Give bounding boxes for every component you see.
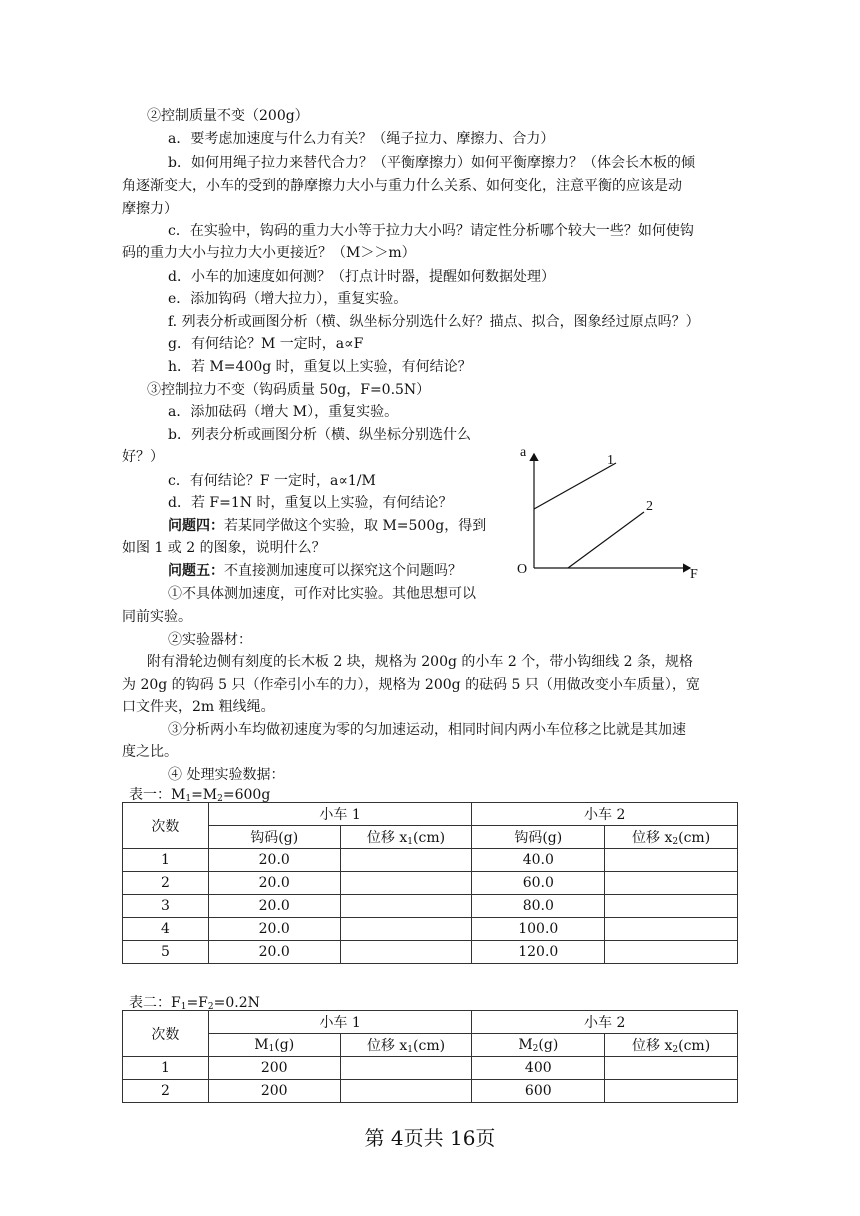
table-cell — [340, 918, 472, 941]
text-line: a．添加砝码（增大 M），重复实验。 — [168, 404, 399, 420]
question-four-text: 若某同学做这个实验，取 M=500g，得到 — [224, 518, 487, 534]
table-header: $M_2(g)$ — [472, 1034, 605, 1057]
question-four-label: 问题四： — [168, 518, 224, 534]
table1 — [122, 802, 738, 964]
page-footer: 第 4页共 16页 — [364, 1126, 496, 1150]
graph-line-1 — [534, 463, 616, 509]
text-line: 度之比。 — [122, 744, 178, 760]
question-five-label: 问题五： — [168, 563, 224, 579]
text-line: e．添加钩码（增大拉力），重复实验。 — [168, 291, 408, 307]
text-line: b．列表分析或画图分析（横、纵坐标分别选什么 — [168, 427, 471, 443]
table-header: $M_1(g)$ — [208, 1034, 340, 1057]
text-line: ①不具体测加速度，可作对比实验。其他思想可以 — [168, 586, 476, 602]
table-cell: 20.0 — [208, 872, 340, 895]
table-row — [123, 918, 738, 941]
table-cell: 600 — [472, 1080, 605, 1103]
table-cell: 200 — [208, 1057, 340, 1080]
table-cell — [340, 849, 472, 872]
table-header: 次数 — [123, 803, 209, 849]
text-line: 附有滑轮边侧有刻度的长木板 2 块，规格为 200g 的小车 2 个，带小钩细线 2 条，规格 — [147, 654, 694, 670]
table-header: 位移 $x_2(cm)$ — [605, 1034, 738, 1057]
text-line: 角逐渐变大，小车的受到的静摩擦力大小与重力什么关系、如何变化，注意平衡的应该是动 — [122, 178, 682, 194]
table-cell: 400 — [472, 1057, 605, 1080]
table-row — [123, 1057, 738, 1080]
table-cell — [605, 941, 738, 964]
table-row — [123, 849, 738, 872]
table-header: 钩码(g) — [208, 826, 340, 849]
text-line: d．若 F=1N 时，重复以上实验，有何结论？ — [168, 495, 453, 511]
text-line: g．有何结论？M 一定时，a∝F — [168, 336, 364, 352]
table-cell: 5 — [123, 941, 209, 964]
table-cell: 20.0 — [208, 849, 340, 872]
table-cell — [340, 872, 472, 895]
text-line: 口文件夹，2m 粗线绳。 — [122, 699, 275, 715]
table-cell: 120.0 — [472, 941, 605, 964]
table-cell: 20.0 — [208, 918, 340, 941]
table-cell — [605, 849, 738, 872]
text-line: ③控制拉力不变（钩码质量 50g，F=0.5N） — [147, 382, 431, 398]
table-row — [123, 872, 738, 895]
table-header: 位移 $x_1(cm)$ — [340, 826, 472, 849]
table-cell — [340, 1057, 472, 1080]
table-header: 位移 $x_2(cm)$ — [605, 826, 738, 849]
table-cell — [605, 1057, 738, 1080]
table-cell: 4 — [123, 918, 209, 941]
table-cell: 60.0 — [472, 872, 605, 895]
table2 — [122, 1010, 738, 1103]
origin-label: O — [517, 562, 528, 577]
line-1-label: 1 — [607, 453, 614, 468]
text-line: 摩擦力） — [122, 201, 178, 217]
table-row — [123, 1080, 738, 1103]
table-cell — [340, 1080, 472, 1103]
text-line: h．若 M=400g 时，重复以上实验，有何结论？ — [168, 359, 472, 375]
text-line: d．小车的加速度如何测？（打点计时器，提醒如何数据处理） — [168, 269, 555, 285]
text-line: ④ 处理实验数据： — [168, 767, 285, 783]
text-line: c．有何结论？F 一定时，a∝1/M — [168, 473, 376, 489]
text-line — [168, 516, 486, 536]
graph-line-2 — [568, 512, 644, 568]
table-cell — [605, 1080, 738, 1103]
table-cell: 1 — [123, 1057, 209, 1080]
table-header: 小车 1 — [208, 803, 472, 826]
x-axis-label: F — [690, 567, 698, 582]
y-axis-label: a — [520, 445, 527, 460]
table-header: 小车 2 — [472, 1011, 738, 1034]
line-2-label: 2 — [646, 499, 653, 514]
table-cell: 80.0 — [472, 895, 605, 918]
acceleration-force-graph — [508, 440, 708, 585]
text-line: ③分析两小车均做初速度为零的匀加速运动，相同时间内两小车位移之比就是其加速 — [168, 722, 686, 738]
table-cell — [605, 872, 738, 895]
table-header: 位移 $x_1(cm)$ — [340, 1034, 472, 1057]
question-five-text: 不直接测加速度可以探究这个问题吗？ — [224, 563, 462, 579]
table-row — [123, 941, 738, 964]
text-line: 好？） — [122, 449, 164, 465]
table-cell — [605, 918, 738, 941]
table-cell: 20.0 — [208, 895, 340, 918]
table-cell: 3 — [123, 895, 209, 918]
table-cell: 2 — [123, 1080, 209, 1103]
text-line: ②实验器材： — [168, 632, 252, 648]
text-line: c．在实验中，钩码的重力大小等于拉力大小吗？请定性分析哪个较大一些？如何使钩 — [168, 223, 694, 239]
table-cell: 100.0 — [472, 918, 605, 941]
text-line: f. 列表分析或画图分析（横、纵坐标分别选什么好？描点、拟合，图象经过原点吗？） — [168, 314, 700, 330]
table-header: 次数 — [123, 1011, 209, 1057]
table-cell: 200 — [208, 1080, 340, 1103]
text-line: 为 20g 的钩码 5 只（作牵引小车的力），规格为 200g 的砝码 5 只（用做改变小车质量），宽 — [122, 677, 700, 693]
table-cell — [340, 941, 472, 964]
text-line: 码的重力大小与拉力大小更接近？（M＞＞m） — [122, 245, 416, 261]
table-row — [123, 895, 738, 918]
table-cell: 40.0 — [472, 849, 605, 872]
table-cell: 1 — [123, 849, 209, 872]
text-line: 如图 1 或 2 的图象，说明什么？ — [122, 540, 326, 556]
table-header: 钩码(g) — [472, 826, 605, 849]
table-header: 小车 2 — [472, 803, 738, 826]
table1-caption: 表一：$M_1=M_2=600g$ — [129, 787, 271, 804]
table-cell — [340, 895, 472, 918]
text-line: ②控制质量不变（200g） — [147, 108, 309, 124]
text-line: 同前实验。 — [122, 609, 192, 625]
table-cell: 20.0 — [208, 941, 340, 964]
text-line — [168, 561, 462, 581]
table-header: 小车 1 — [208, 1011, 472, 1034]
table-cell: 2 — [123, 872, 209, 895]
text-line: a．要考虑加速度与什么力有关？（绳子拉力、摩擦力、合力） — [168, 131, 555, 147]
table2-caption: 表二：$F_1=F_2=0.2N$ — [129, 995, 260, 1012]
text-line: b．如何用绳子拉力来替代合力？（平衡摩擦力）如何平衡摩擦力？（体会长木板的倾 — [168, 155, 695, 171]
table-cell — [605, 895, 738, 918]
